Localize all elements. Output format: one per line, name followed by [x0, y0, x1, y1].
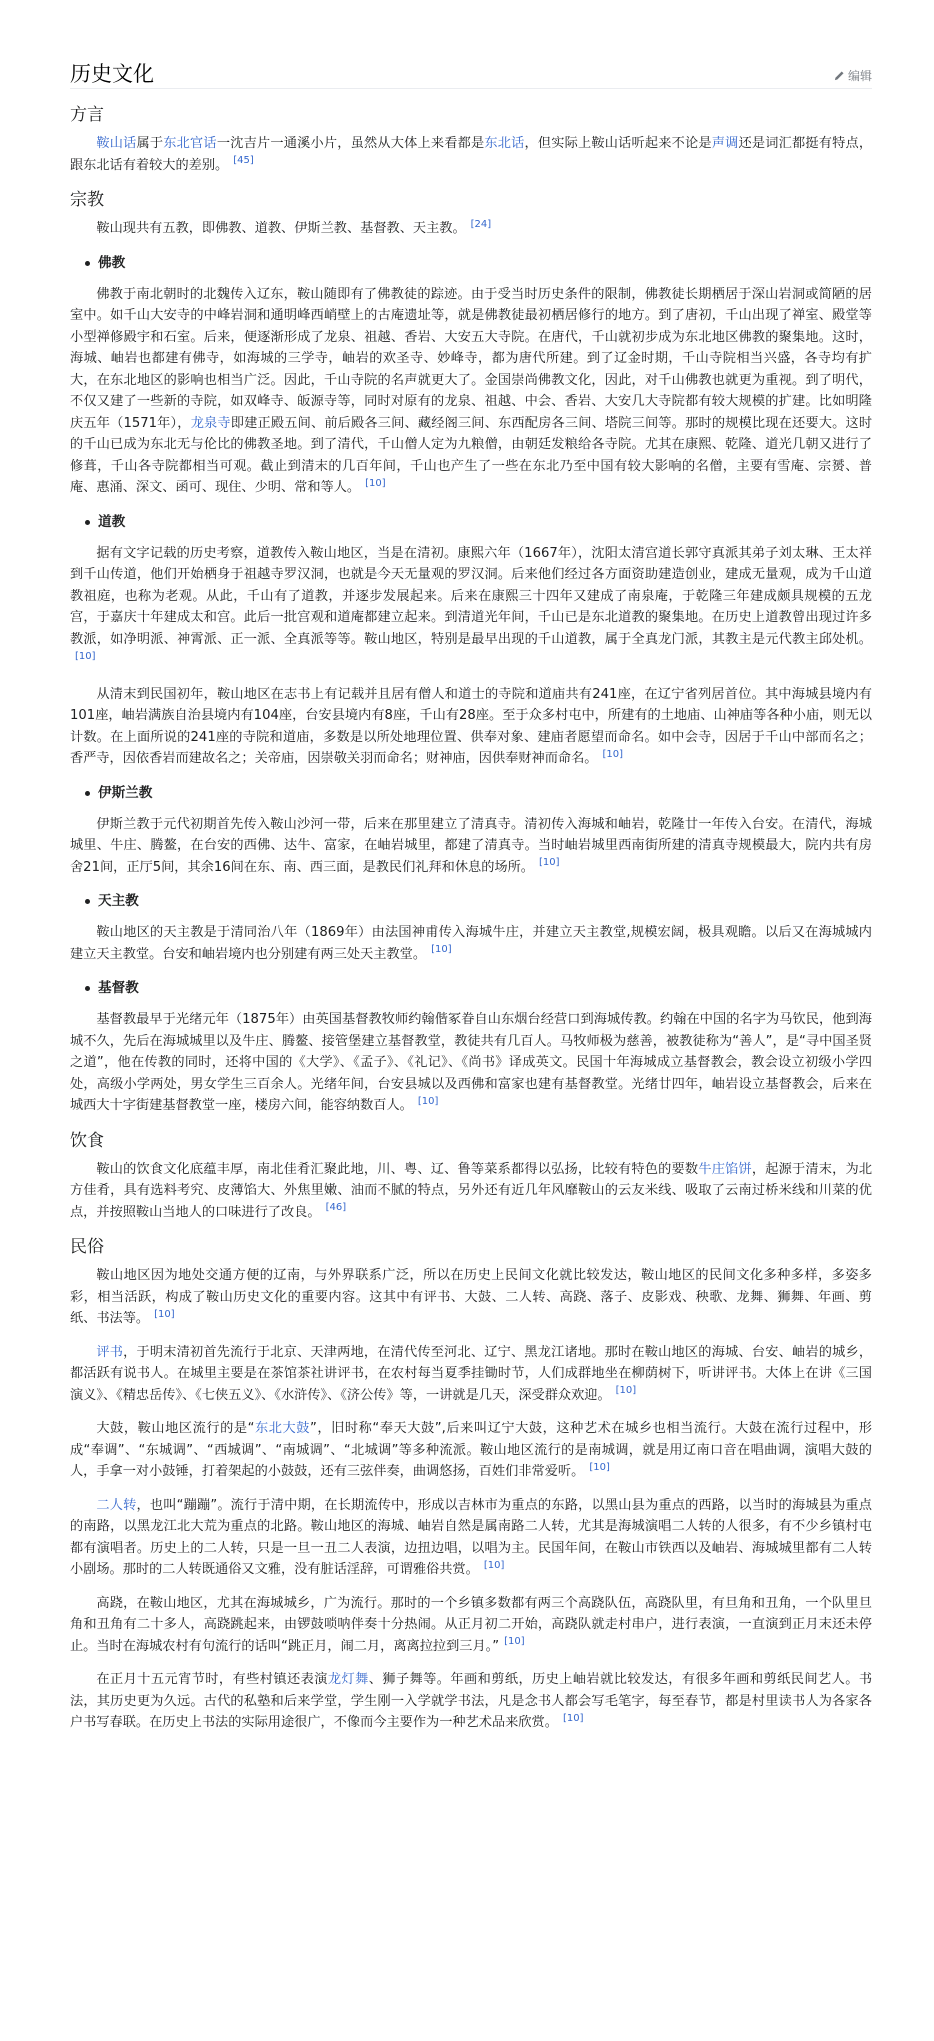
list-item-jidu: 基督教 [98, 977, 872, 999]
citation-ref[interactable]: [10] [562, 1712, 584, 1724]
list-fojiao [70, 252, 872, 274]
link-niuzhuangxianbing[interactable]: 牛庄馅饼 [698, 1161, 752, 1177]
text: 鞍山的饮食文化底蕴丰厚，南北佳肴汇聚此地，川、粤、辽、鲁等菜系都得以弘扬，比较有特色的要数 [96, 1161, 699, 1177]
paragraph-minsu-pingshu [70, 1342, 872, 1407]
list-item-tianzhu: 天主教 [98, 890, 872, 912]
text: 即建正殿五间、前后殿各三间、藏经阁三间、东西配房各三间、塔院三间等。那时的规模比现在还要大。这时的千山已成为东北无与伦比的佛教圣地。到了清代，千山僧人定为九粮僧，由朝廷发粮给各寺院。尤其在康熙、乾隆、道光几朝又进行了修葺，千山各寺院都相当可观。截止到清末的几百年间，千山也产生了一些在东北乃至中国有较大影响的名僧，主要有雪庵、宗赟、普庵、惠涌、深文、函可、现住、少明、常和等人。 [70, 415, 873, 495]
edit-link[interactable] [834, 67, 872, 88]
text: ，也叫“蹦蹦”。流行于清中期，在长期流传中，形成以吉林市为重点的东路，以黑山县为重点的西路，以当时的海城县为重点的南路，以黑龙江北大荒为重点的北路。鞍山地区的海城、岫岩自然是属南路二人转，尤其是海城演唱二人转的人很多，有不少乡镇村屯都有演唱者。历史上的二人转，只是一旦一丑二人表演，边扭边唱，以唱为主。民国年间，在鞍山市铁西以及岫岩、海城城里都有二人转小剧场。那时的二人转既通俗又文雅，没有脏话淫辞，可谓雅俗共赏。 [70, 1497, 872, 1577]
paragraph-minsu-1 [70, 1265, 872, 1330]
citation-ref[interactable]: [10] [602, 748, 624, 760]
citation-ref[interactable]: [45] [233, 155, 254, 167]
text: 高跷，在鞍山地区，尤其在海城城乡，广为流行。那时的一个乡镇多数都有两三个高跷队伍，高跷队里，有旦角和丑角，一个队里旦角和丑角有二十多人，高跷跳起来，由锣鼓唢呐伴奏十分热闹。从正月初二开始，高跷队就走村串户，进行表演，一直演到正月末还未停止。当时在海城农村有句流行的话叫“跳正月，闹二月，离离拉拉到三月。” [70, 1595, 872, 1654]
paragraph-zongjiao-intro [70, 218, 872, 240]
text: 鞍山地区因为地处交通方便的辽南，与外界联系广泛，所以在历史上民间文化就比较发达，鞍山地区的民间文化多种多样，多姿多彩，相当活跃，构成了鞍山历史文化的重要内容。这其中有评书、大鼓、二人转、高跷、落子、皮影戏、秧歌、龙舞、狮舞、年画、剪纸、书法等。 [70, 1268, 872, 1326]
citation-ref[interactable]: [10] [538, 857, 560, 869]
link-longquansi[interactable]: 龙泉寺 [190, 415, 231, 431]
link-dongbeiguanhua[interactable]: 东北官话 [163, 136, 217, 151]
text: 据有文字记载的历史考察，道教传入鞍山地区，当是在清初。康熙六年（1667年），沈阳太清宫道长郭守真派其弟子刘太琳、王太祥到千山传道，他们开始栖身于祖越寺罗汉洞，也就是今天无量观的罗汉洞。后来他们经过各方面资助建造创业，建成无量观，成为千山道教祖庭，也称为老观。从此，千山有了道教，并逐步发展起来。后来在康熙三十四年又建成了南泉庵，于乾隆三年建成颇具规模的五龙宫，于嘉庆十年建成太和宫。此后一批宫观和道庵都建立起来。到清道光年间，千山已是东北道教的聚集地。在历史上道教曾出现过许多教派，如净明派、神霄派、正一派、全真派等等。鞍山地区，特别是最早出现的千山道教，属于全真龙门派，其教主是元代教主邱处机。 [70, 545, 872, 647]
citation-ref[interactable]: [24] [470, 218, 492, 230]
citation-ref[interactable]: [10] [431, 944, 452, 956]
text: ，起源于清末，为北方佳肴，具有选料考究、皮薄馅大、外焦里嫩、油而不腻的特点，另外还有近几年风靡鞍山的云友米线、吸取了云南过桥米线和川菜的优点，并按照鞍山当地人的口味进行了改良。 [70, 1161, 873, 1220]
list-jidu [70, 977, 872, 999]
text: ，但实际上鞍山话听起来不论是 [524, 136, 712, 151]
link-longdengwu[interactable]: 龙灯舞 [327, 1672, 369, 1687]
citation-ref[interactable]: [10] [75, 650, 96, 662]
text: 佛教于南北朝时的北魏传入辽东，鞍山随即有了佛教徒的踪迹。由于受当时历史条件的限制，佛教徒长期栖居于深山岩洞或简陋的居室中。如千山大安寺的中峰岩洞和通明峰西峭壁上的古庵遗址等，就是佛教徒最初栖居修行的地方。到了唐初，千山出现了禅室、殿堂等小型禅修殿宇和石室。后来，便逐渐形成了龙泉、祖越、香岩、大安五大寺院。在唐代，千山就初步成为东北地区佛教的聚集地。这时，海城、岫岩也都建有佛寺，如海城的三学寺，岫岩的欢圣寺、妙峰寺，都为唐代所建。到了辽金时期，千山寺院相当兴盛，各寺均有扩大，在东北地区的影响也相当广泛。因此，千山寺院的名声就更大了。金国崇尚佛教文化，因此，对千山佛教也就更为重视。到了明代，不仅又建了一些新的寺院，如双峰寺、皈源寺等，同时对原有的龙泉、祖越、中会、香岩、大安几大寺院都有较大规模的扩建。比如明隆庆五年（1571年）， [70, 286, 872, 431]
citation-ref[interactable]: [46] [325, 1202, 347, 1214]
citation-ref[interactable]: [10] [615, 1385, 637, 1397]
paragraph-jidu [70, 1009, 872, 1117]
text: 鞍山地区的天主教是于清同治八年（1869年）由法国神甫传入海城牛庄，并建立天主教堂,规模宏阔，极具观瞻。以后又在海城城内建立天主教堂。台安和岫岩境内也分别建有两三处天主教堂。 [70, 925, 872, 962]
paragraph-tianzhu [70, 922, 872, 965]
link-errenzhuan[interactable]: 二人转 [96, 1497, 137, 1513]
text: 一沈吉片一通溪小片，虽然从大体上来看都是 [216, 136, 485, 151]
text: 基督教最早于光绪元年（1875年）由英国基督教牧师约翰偕冢眷自山东烟台经营口到海城传教。约翰在中国的名字为马钦民，他到海城不久，先后在海城城里以及牛庄、腾鳌、接管堡建立基督教堂，教徒共有几百人。马牧师极为慈善，被教徒称为“善人”，是“寻中国圣贤之道”，他在传教的同时，还将中国的《大学》、《孟子》、《礼记》、《尚书》译成英文。民国十年海城成立基督教会，教会设立初级小学四处，高级小学两处，男女学生三百余人。光绪年间，台安县城以及西佛和富家也建有基督教堂。光绪廿四年，岫岩设立基督教会，后来在城西大十字街建基督教堂一座，楼房六间，能容纳数百人。 [70, 1012, 872, 1113]
edit-label: 编辑 [847, 69, 872, 83]
heading-fangyan: 方言 [70, 105, 104, 125]
text: 伊斯兰教于元代初期首先传入鞍山沙河一带，后来在那里建立了清真寺。清初传入海城和岫岩，乾隆廿一年传入台安。在清代，海城城里、牛庄、腾鳌，在台安的西佛、达牛、富家，在岫岩城里，都建了清真寺。当时岫岩城里西南街所建的清真寺规模最大，院内共有房舍21间，正厅5间，其余16间在东、南、西三面，是教民们礼拜和休息的场所。 [70, 816, 872, 875]
link-dongbeidagu[interactable]: 东北大鼓 [254, 1421, 311, 1436]
section-title: 历史文化 [70, 62, 154, 86]
paragraph-fangyan [70, 133, 872, 176]
list-item-fojiao: 佛教 [98, 252, 872, 274]
citation-ref[interactable]: [10] [154, 1308, 175, 1320]
link-dongbeihua[interactable]: 东北话 [484, 136, 525, 151]
list-tianzhu [70, 890, 872, 912]
citation-ref[interactable]: [10] [417, 1095, 439, 1107]
text: 还是词汇都挺有特点，跟东北话有着较大的差别。 [70, 136, 873, 173]
list-yisilan [70, 782, 872, 804]
section-header [70, 58, 872, 89]
link-anshanhua[interactable]: 鞍山话 [96, 136, 137, 151]
paragraph-minsu-yuanxiao [70, 1669, 872, 1734]
paragraph-fojiao [70, 284, 872, 499]
link-shengdiao[interactable]: 声调 [711, 136, 739, 151]
list-item-yisilan: 伊斯兰教 [98, 782, 872, 804]
paragraph-yinshi [70, 1159, 872, 1224]
text: 在正月十五元宵节时，有些村镇还表演 [96, 1672, 328, 1687]
pencil-icon [834, 70, 845, 81]
citation-ref[interactable]: [10] [365, 477, 386, 489]
text: ”，旧时称“奉天大鼓”,后来叫辽宁大鼓，这种艺术在城乡也相当流行。大鼓在流行过程中，形成“奉调”、“东城调”、“西城调”、“南城调”、“北城调”等多种流派。鞍山地区流行的是南城调，就是用辽南口音在唱曲调，演唱大鼓的人，手拿一对小鼓锤，打着架起的小鼓鼓，还有三弦伴奏，曲调悠扬，百姓们非常爱听。 [70, 1421, 872, 1479]
paragraph-minsu-errenzhuan [70, 1495, 872, 1581]
citation-ref[interactable]: [10] [589, 1461, 610, 1473]
list-item-daojiao: 道教 [98, 511, 872, 533]
citation-ref[interactable]: [10] [483, 1559, 505, 1571]
heading-minsu: 民俗 [70, 1237, 104, 1257]
text: 属于 [136, 136, 164, 151]
heading-yinshi: 饮食 [70, 1130, 104, 1151]
paragraph-daojiao-1 [70, 543, 872, 672]
text: 大鼓，鞍山地区流行的是“ [96, 1421, 255, 1436]
heading-zongjiao: 宗教 [70, 190, 104, 210]
text: 、狮子舞等。年画和剪纸，历史上岫岩就比较发达，有很多年画和剪纸民间艺人。书法，其历史更为久远。古代的私塾和后来学堂，学生刚一入学就学书法，凡是念书人都会写毛笔字，每至春节，都是村里读书人为各家各户书写春联。在历史上书法的实际用途很广，不像而今主要作为一种艺术品来欣赏。 [70, 1672, 873, 1730]
list-daojiao [70, 511, 872, 533]
text: ，于明末清初首先流行于北京、天津两地，在清代传至河北、辽宁、黑龙江诸地。那时在鞍山地区的海城、台安、岫岩的城乡，都活跃有说书人。在城里主要是在茶馆茶社讲评书，在农村每当夏季挂锄时节，人们成群地坐在柳荫树下，听讲评书。大体上在讲《三国演义》、《精忠岳传》、《七侠五义》、《水浒传》、《济公传》等，一讲就是几天，深受群众欢迎。 [70, 1344, 873, 1403]
paragraph-yisilan [70, 814, 872, 879]
text: 从清末到民国初年，鞍山地区在志书上有记载并且居有僧人和道士的寺院和道庙共有241座，在辽宁省列居首位。其中海城县境内有101座，岫岩满族自治县境内有104座，台安县境内有8座，千山有28座。至于众多村屯中，所建有的土地庙、山神庙等各种小庙，则无以计数。在上面所说的241座的寺院和道庙，多数是以所处地理位置、供奉对象、建庙者愿望而命名。如中会寺，因居于千山中部而名之；香严寺，因依香岩而建故名之；关帝庙，因崇敬关羽而命名；财神庙，因供奉财神而命名。 [70, 686, 872, 766]
paragraph-daojiao-2 [70, 684, 872, 770]
paragraph-minsu-gaoqiao [70, 1593, 872, 1658]
citation-ref[interactable]: [10] [504, 1636, 525, 1648]
text: 鞍山现共有五教，即佛教、道教、伊斯兰教、基督教、天主教。 [96, 221, 466, 236]
link-pingshu[interactable]: 评书 [96, 1344, 124, 1360]
paragraph-minsu-dagu [70, 1418, 872, 1483]
